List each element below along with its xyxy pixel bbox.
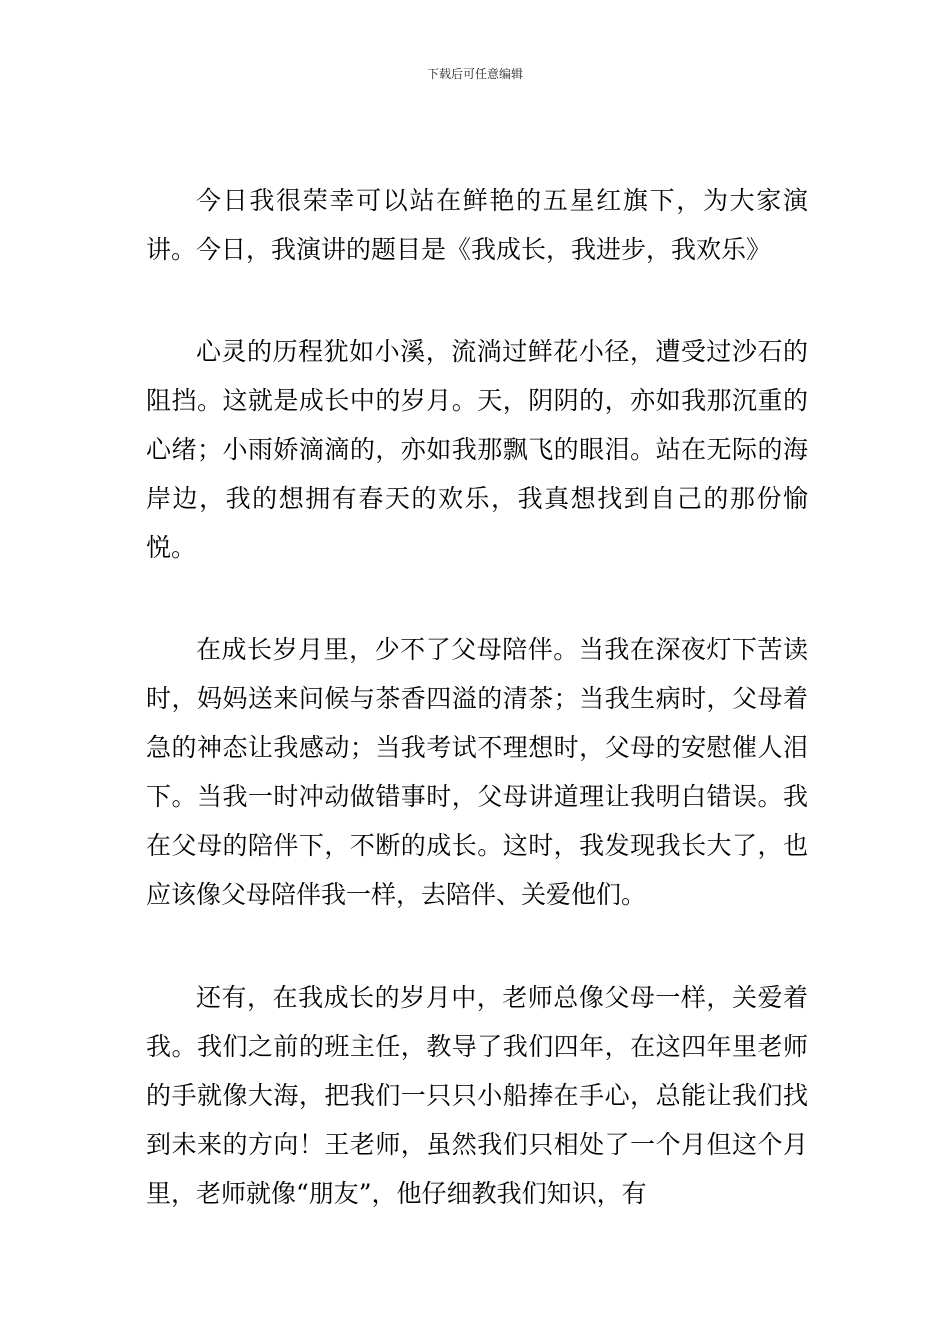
paragraph-1-text: 今日我很荣幸可以站在鲜艳的五星红旗下，为大家演讲。今日，我演讲的题目是《我成长，我进步，我欢乐》 [146,186,808,264]
paragraph-1 [146,176,808,274]
paragraph-3-text: 在成长岁月里，少不了父母陪伴。当我在深夜灯下苦读时，妈妈送来问候与茶香四溢的清茶；当我生病时，父母着急的神态让我感动；当我考试不理想时，父母的安慰催人泪下。当我一时冲动做错事时，父母讲道理让我明白错误。我在父母的陪伴下，不断的成长。这时，我发现我长大了，也应该像父母陪伴我一样，去陪伴、关爱他们。 [146,635,808,909]
paragraph-2-text: 心灵的历程犹如小溪，流淌过鲜花小径，遭受过沙石的阻挡。这就是成长中的岁月。天，阴阴的，亦如我那沉重的心绪；小雨娇滴滴的，亦如我那飘飞的眼泪。站在无际的海岸边，我的想拥有春天的欢乐，我真想找到自己的那份愉悦。 [146,337,808,562]
paragraph-2 [146,327,808,572]
paragraph-3 [146,625,808,919]
page-header: 下载后可任意编辑 [426,67,523,81]
paragraph-4-text: 还有，在我成长的岁月中，老师总像父母一样，关爱着我。我们之前的班主任，教导了我们四年，在这四年里老师的手就像大海，把我们一只只小船捧在手心，总能让我们找到未来的方向！王老师，虽然我们只相处了一个月但这个月里，老师就像“朋友”，他仔细教我们知识，有 [146,983,808,1208]
paragraph-4 [146,973,808,1218]
